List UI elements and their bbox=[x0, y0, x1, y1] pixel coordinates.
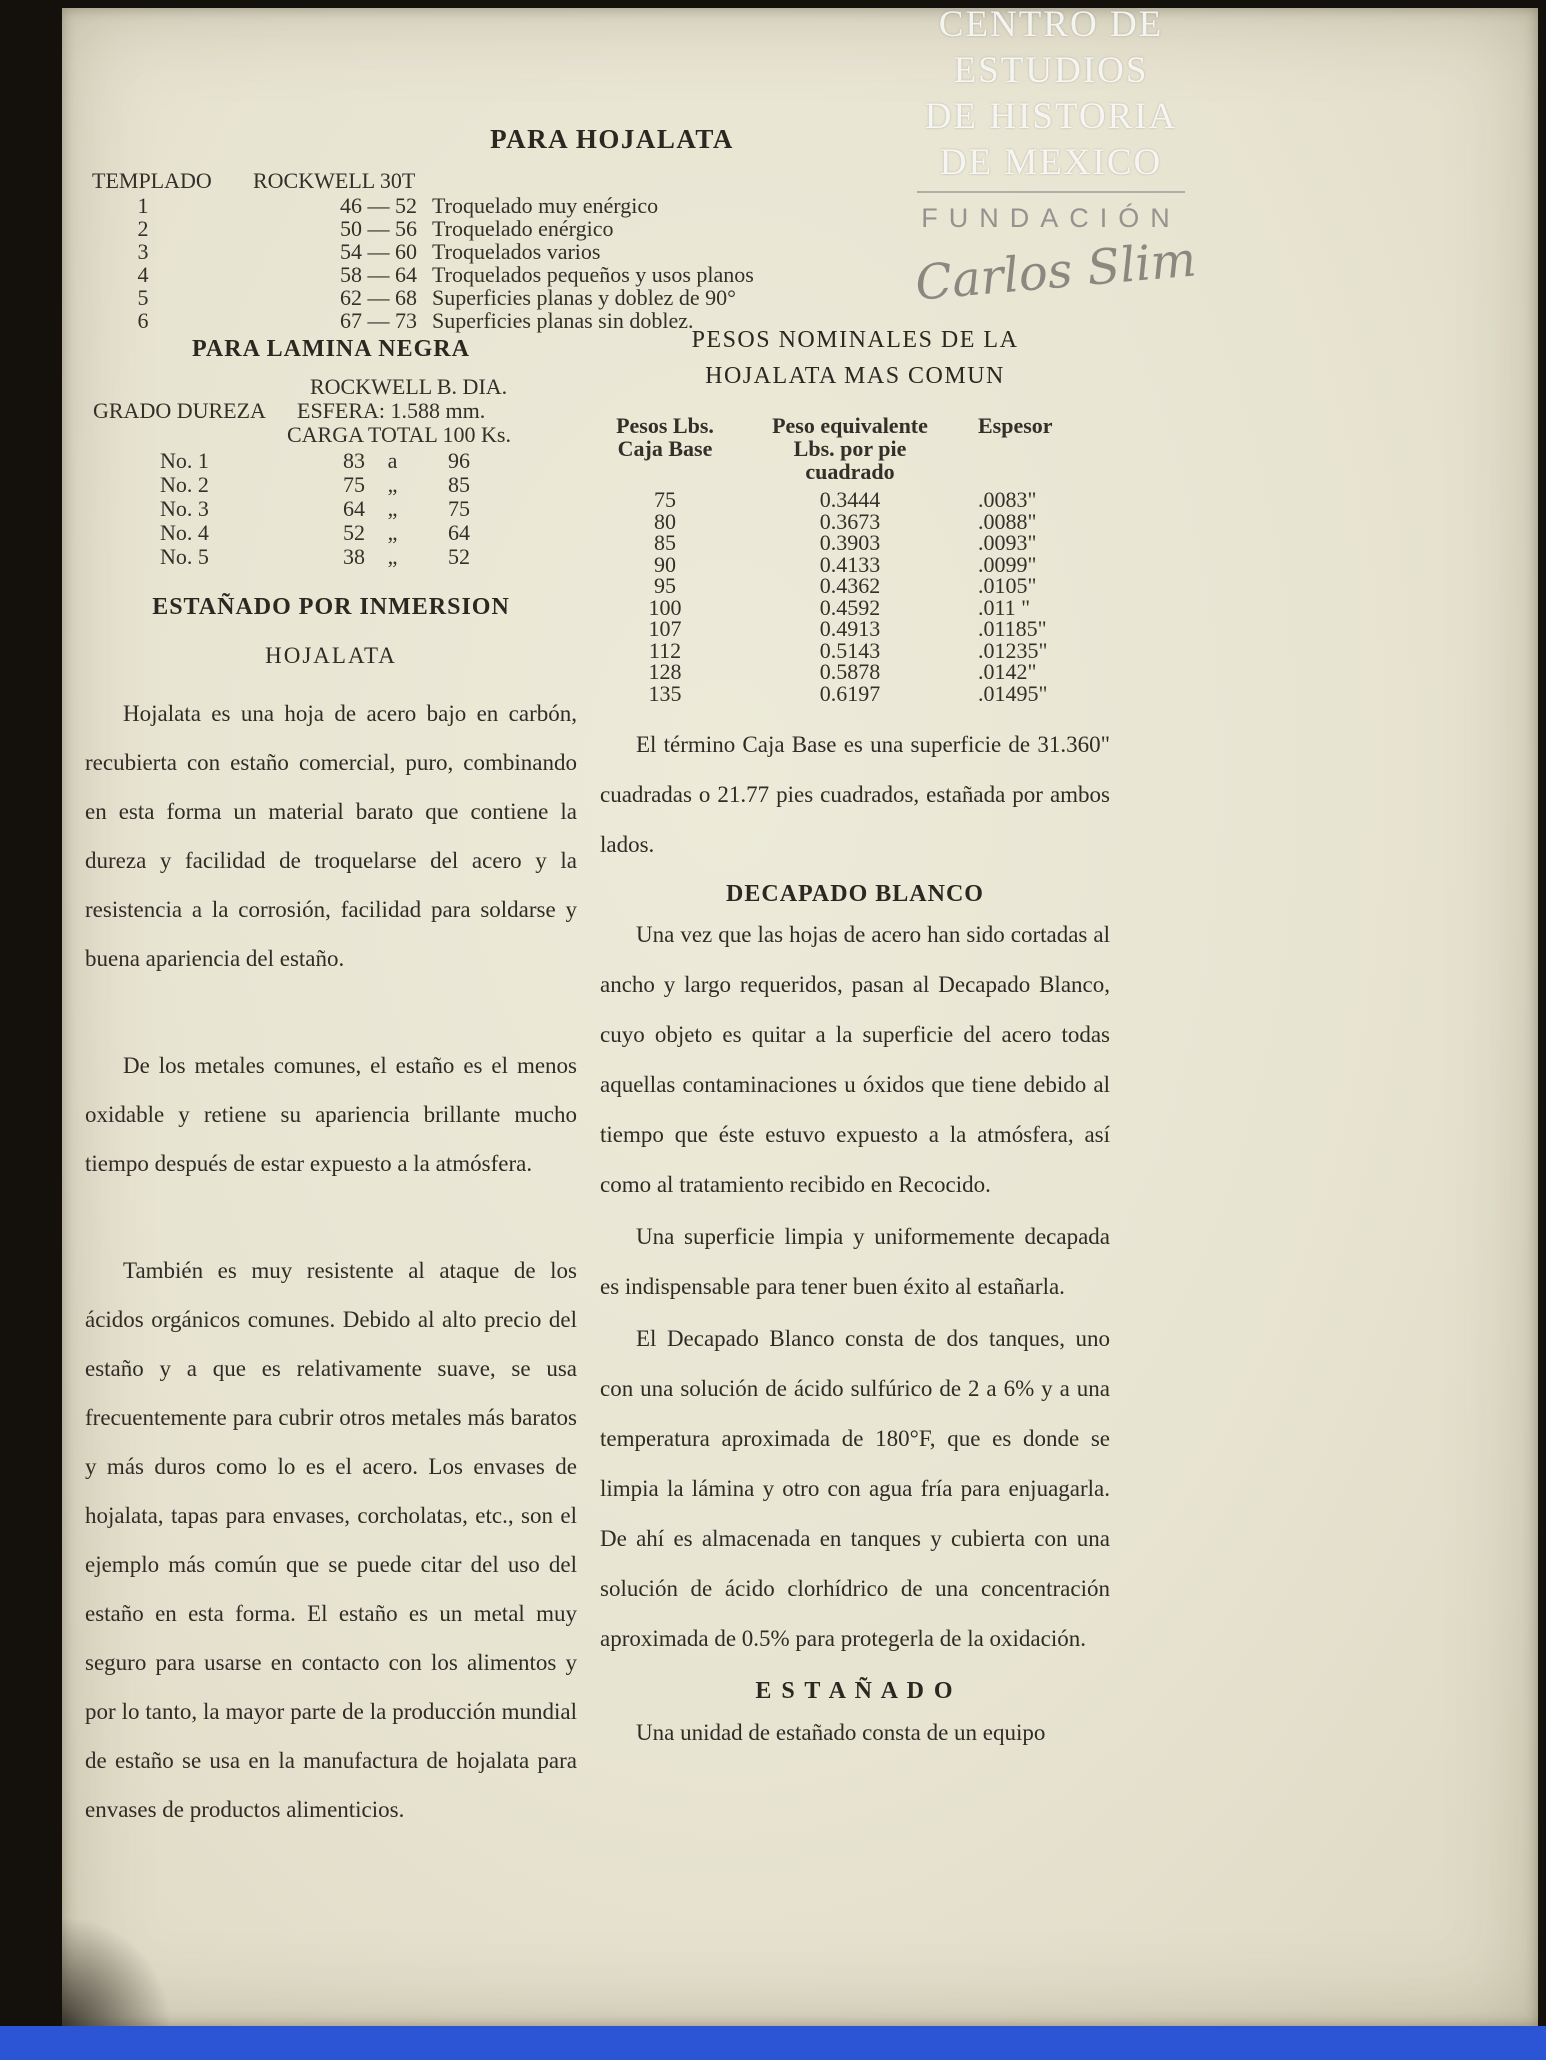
col-header-templado: TEMPLADO bbox=[92, 168, 212, 193]
archive-watermark bbox=[913, 2, 1199, 312]
peso-equivalente-value: 0.5878 bbox=[819, 659, 881, 684]
table-row bbox=[600, 489, 1110, 511]
espesor-value: .01185" bbox=[978, 616, 1047, 641]
peso-equivalente-value: 0.4362 bbox=[819, 573, 881, 598]
rockwell-range: 67 — 73 bbox=[340, 308, 417, 333]
templado-grade: 1 bbox=[137, 193, 149, 218]
table-row bbox=[600, 551, 1110, 577]
table-row bbox=[85, 497, 577, 521]
watermark-line: CENTRO DE bbox=[938, 4, 1164, 45]
table-row bbox=[85, 545, 577, 569]
col-header-caja-base bbox=[600, 414, 730, 483]
grado-label: No. 3 bbox=[160, 496, 209, 521]
use-description: Troquelado muy enérgico bbox=[432, 193, 659, 218]
section-title-decapado-blanco: DECAPADO BLANCO bbox=[726, 881, 984, 907]
table-row bbox=[600, 637, 1110, 663]
templado-grade: 6 bbox=[137, 308, 149, 333]
caja-base-value: 75 bbox=[654, 487, 676, 512]
range-min: 52 bbox=[343, 520, 365, 545]
range-separator: „ bbox=[387, 496, 398, 521]
col-header-espesor: Espesor bbox=[978, 413, 1053, 438]
templado-rockwell-table bbox=[92, 168, 852, 332]
carlos-slim-signature: Carlos Slim bbox=[913, 231, 1199, 312]
paragraph: El Decapado Blanco consta de dos tanques, uno con una solución de ácido sulfúrico de 2 a 6% y a una temperatura aproximada de 180°F, que es donde se limpia la lámina y otro con agua fría para enjuagarla. De ahí es almacenada en tanques y cubierta con una solución de ácido clorhídrico de una concentración aproximada de 0.5% para protegerla de la oxidación. bbox=[600, 1326, 1110, 1651]
grado-label: No. 1 bbox=[160, 448, 209, 473]
esfera-spec: ESFERA: 1.588 mm. bbox=[297, 398, 486, 423]
use-description: Troquelados varios bbox=[432, 239, 601, 264]
paragraph: También es muy resistente al ataque de los ácidos orgánicos comunes. Debido al alto precio del estaño y a que es relativamente suave, se usa frecuentemente para cubrir otros metales más baratos y más duros como lo es el acero. Los envases de hojalata, tapas para envases, corcholatas, etc., son el ejemplo más común que se puede citar del uso del estaño en esta forma. El estaño es un metal muy seguro para usarse en contacto con los alimentos y por lo tanto, la mayor parte de la producción mundial de estaño se usa en la manufactura de hojalata para envases de productos alimenticios. bbox=[85, 1258, 577, 1822]
range-min: 83 bbox=[343, 448, 365, 473]
use-description: Superficies planas sin doblez. bbox=[432, 308, 694, 333]
table-row bbox=[600, 680, 1110, 706]
use-description: Superficies planas y doblez de 90° bbox=[432, 285, 736, 310]
table-header bbox=[600, 414, 1110, 483]
table-row bbox=[92, 286, 852, 309]
paragraph: Una unidad de estañado consta de un equipo bbox=[636, 1720, 1046, 1745]
espesor-value: .0088" bbox=[978, 508, 1037, 534]
range-max: 64 bbox=[448, 520, 470, 545]
espesor-value: .0093" bbox=[978, 530, 1037, 555]
carga-total-line: CARGA TOTAL 100 Ks. bbox=[287, 422, 511, 447]
rockwell-range: 54 — 60 bbox=[340, 239, 417, 264]
use-description: Troquelados pequeños y usos planos bbox=[432, 262, 754, 287]
caja-base-value: 135 bbox=[648, 680, 682, 706]
peso-equivalente-value: 0.4133 bbox=[819, 551, 881, 577]
paragraph: Hojalata es una hoja de acero bajo en carbón, recubierta con estaño comercial, puro, combinando en esta forma un material barato que contiene la dureza y facilidad de troquelarse del acero y la resistencia a la corrosión, facilidad para soldarse y buena apariencia del estaño. bbox=[85, 701, 577, 971]
caja-base-value: 128 bbox=[648, 659, 682, 684]
caja-base-value: 100 bbox=[648, 594, 682, 620]
range-max: 75 bbox=[448, 496, 470, 521]
peso-equivalente-value: 0.3673 bbox=[819, 508, 881, 534]
col-header-peso-equivalente bbox=[730, 414, 970, 483]
templado-grade: 4 bbox=[137, 262, 149, 287]
range-max: 85 bbox=[448, 472, 470, 497]
pesos-title-line1: PESOS NOMINALES DE LA bbox=[691, 327, 1019, 353]
paragraph: Una vez que las hojas de acero han sido cortadas al ancho y largo requeridos, pasan al Decapado Blanco, cuyo objeto es quitar a la superficie del acero todas aquellas contaminaciones u óxidos que tiene debido al tiempo que éste estuvo expuesto a la atmósfera, así como al tratamiento recibido en Recocido. bbox=[600, 922, 1110, 1197]
table-row bbox=[600, 618, 1110, 640]
range-min: 64 bbox=[343, 496, 365, 521]
page-corner-shadow bbox=[62, 1916, 172, 2026]
templado-grade: 2 bbox=[137, 216, 149, 241]
range-max: 96 bbox=[448, 448, 470, 473]
header-line: Caja Base bbox=[617, 436, 713, 461]
peso-equivalente-value: 0.6197 bbox=[819, 680, 881, 706]
table-row bbox=[85, 473, 577, 497]
table-row bbox=[92, 263, 852, 286]
table-header bbox=[92, 168, 852, 193]
left-column bbox=[85, 335, 577, 1834]
table-row bbox=[92, 240, 852, 263]
table-row bbox=[600, 594, 1110, 620]
espesor-value: .01495" bbox=[978, 680, 1048, 706]
rockwell-b-line: ROCKWELL B. DIA. bbox=[310, 374, 508, 399]
section-title-estanado-inmersion: ESTAÑADO POR INMERSION bbox=[152, 594, 510, 620]
header-line: Lbs. por pie bbox=[793, 436, 907, 461]
header-line: Peso equivalente bbox=[772, 413, 928, 438]
watermark-fundacion: FUNDACIÓN bbox=[921, 203, 1181, 233]
caja-base-value: 112 bbox=[648, 637, 682, 663]
watermark-line: DE HISTORIA bbox=[924, 96, 1178, 137]
table-row bbox=[600, 532, 1110, 554]
espesor-value: .0099" bbox=[978, 551, 1037, 577]
table-row bbox=[600, 575, 1110, 597]
range-min: 75 bbox=[343, 472, 365, 497]
grado-label: No. 5 bbox=[160, 544, 209, 569]
range-separator: „ bbox=[387, 472, 398, 497]
paper-sheet bbox=[62, 8, 1538, 2026]
caja-base-value: 90 bbox=[654, 551, 676, 577]
paragraph: De los metales comunes, el estaño es el menos oxidable y retiene su apariencia brillante mucho tiempo después de estar expuesto a la atmósfera. bbox=[85, 1053, 577, 1176]
rockwell-range: 46 — 52 bbox=[340, 193, 417, 218]
col-header-grado-dureza: GRADO DUREZA bbox=[93, 398, 266, 423]
templado-grade: 5 bbox=[137, 285, 149, 310]
caja-base-value: 80 bbox=[654, 508, 676, 534]
range-max: 52 bbox=[448, 544, 470, 569]
range-separator: a bbox=[387, 448, 398, 473]
caja-base-value: 107 bbox=[648, 616, 682, 641]
table-row bbox=[92, 194, 852, 217]
section-title-pesos-nominales bbox=[600, 322, 1110, 394]
rockwell-range: 58 — 64 bbox=[340, 262, 417, 287]
pesos-table bbox=[600, 414, 1110, 704]
caja-base-value: 95 bbox=[654, 573, 676, 598]
pesos-table-rows bbox=[600, 489, 1110, 704]
peso-equivalente-value: 0.3444 bbox=[819, 487, 881, 512]
range-separator: „ bbox=[387, 520, 398, 545]
range-separator: „ bbox=[387, 544, 398, 569]
templado-grade: 3 bbox=[137, 239, 149, 264]
paragraph: Una superficie limpia y uniformemente decapada es indispensable para tener buen éxito al estañarla. bbox=[600, 1224, 1110, 1299]
table-row bbox=[85, 521, 577, 545]
section-title-para-hojalata: PARA HOJALATA bbox=[490, 124, 734, 154]
watermark-line: ESTUDIOS bbox=[953, 50, 1149, 91]
caja-base-note: El término Caja Base es una superficie de 31.360" cuadradas o 21.77 pies cuadrados, estañada por ambos lados. bbox=[600, 732, 1110, 857]
watermark-divider bbox=[917, 191, 1185, 193]
lamina-table-rows bbox=[85, 449, 577, 569]
espesor-value: .0083" bbox=[978, 487, 1037, 512]
peso-equivalente-value: 0.5143 bbox=[819, 637, 881, 663]
header-line: cuadrado bbox=[805, 459, 895, 484]
watermark-line: DE MEXICO bbox=[939, 142, 1163, 183]
table-row bbox=[85, 449, 577, 473]
peso-equivalente-value: 0.3903 bbox=[819, 530, 881, 555]
peso-equivalente-value: 0.4913 bbox=[819, 616, 881, 641]
espesor-value: .011 " bbox=[978, 594, 1031, 620]
caja-base-value: 85 bbox=[654, 530, 676, 555]
lamina-table-header bbox=[85, 375, 577, 447]
table-row bbox=[92, 217, 852, 240]
pesos-title-line2: HOJALATA MAS COMUN bbox=[705, 363, 1005, 389]
section-title-estanado: E S T A Ñ A D O bbox=[755, 1678, 955, 1704]
rockwell-range: 50 — 56 bbox=[340, 216, 417, 241]
grado-label: No. 4 bbox=[160, 520, 209, 545]
right-column bbox=[600, 322, 1110, 1758]
header-line: Pesos Lbs. bbox=[616, 413, 714, 438]
table-row bbox=[600, 508, 1110, 534]
scan-bottom-edge-bar bbox=[0, 2026, 1546, 2060]
grado-label: No. 2 bbox=[160, 472, 209, 497]
peso-equivalente-value: 0.4592 bbox=[819, 594, 881, 620]
subsection-title-hojalata: HOJALATA bbox=[265, 643, 397, 668]
espesor-value: .0142" bbox=[978, 659, 1037, 684]
grado-dureza-line bbox=[85, 399, 577, 423]
espesor-value: .0105" bbox=[978, 573, 1037, 598]
range-min: 38 bbox=[343, 544, 365, 569]
espesor-value: .01235" bbox=[978, 637, 1048, 663]
section-title-lamina-negra: PARA LAMINA NEGRA bbox=[192, 336, 470, 362]
table-row bbox=[600, 661, 1110, 683]
col-header-rockwell: ROCKWELL 30T bbox=[253, 168, 416, 193]
use-description: Troquelado enérgico bbox=[432, 216, 614, 241]
rockwell-range: 62 — 68 bbox=[340, 285, 417, 310]
